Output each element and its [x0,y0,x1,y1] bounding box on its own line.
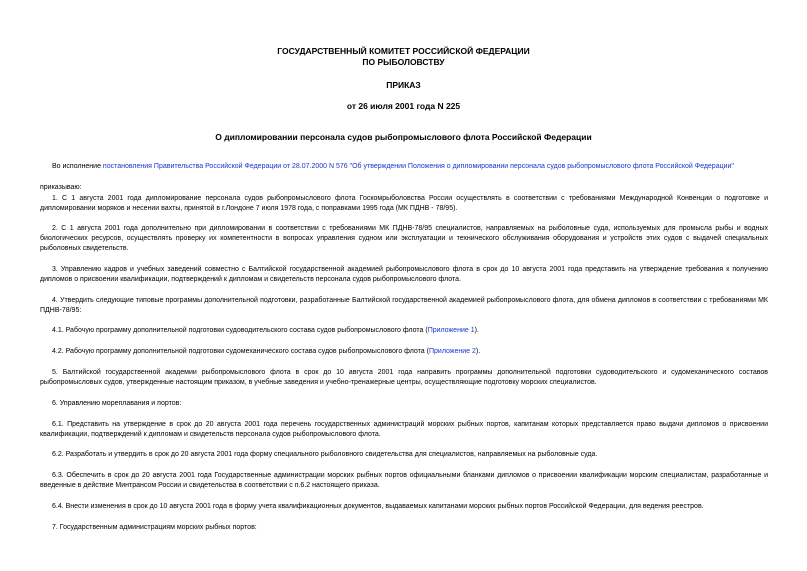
paragraph-6-3: 6.3. Обеспечить в срок до 20 августа 2001 года Государственные администрации морских рыбных портов официальными бланками дипломов о присвоении квалификации морским специалистам, разработанные и введенные в действие Минтрансом России и свидетельства в соответствии с п.6.2 настоящего приказа. [40,472,768,489]
org-name-line2: ПО РЫБОЛОВСТВУ [362,57,445,67]
doc-title: О дипломировании персонала судов рыбопромыслового флота Российской Федерации [215,132,592,142]
doc-type: ПРИКАЗ [386,80,421,90]
org-name-line1: ГОСУДАРСТВЕННЫЙ КОМИТЕТ РОССИЙСКОЙ ФЕДЕРАЦИИ [277,46,530,56]
appendix-1-link[interactable]: Приложение 1 [427,327,475,334]
paragraph-4-1-text: 4.1. Рабочую программу дополнительной подготовки судоводительского состава судов рыбопромыслового флота ( [52,327,428,334]
intro-paragraph [40,162,768,172]
paragraph-7: 7. Государственным администрациям морских рыбных портов: [52,524,257,531]
paragraph-5: 5. Балтийской государственной академии рыбопромыслового флота в срок до 10 августа 2001 года направить программы дополнительной подготовки судоводительского и судомеханического составов рыбопромысловых судов, утвержденные настоящим приказом, в учебные заведения и учебно-тренажерные центры, осуществляющие подготовку морских специалистов. [40,369,768,386]
intro-prefix: Во исполнение [52,163,103,170]
paragraph-4-2 [40,347,768,357]
paragraph-6-4: 6.4. Внести изменения в срок до 10 августа 2001 года в форму учета квалификационных документов, выдаваемых капитанами морских рыбных портов Российской Федерации, для ведения реестров. [52,503,704,510]
doc-date-number: от 26 июля 2001 года N 225 [346,101,461,111]
paragraph-6: 6. Управлению мореплавания и портов: [52,400,182,407]
appendix-2-link[interactable]: Приложение 2 [428,348,476,355]
government-decree-link[interactable]: постановления Правительства Российской Федерации от 28.07.2000 N 576 "Об утверждении Положения о дипломировании персонала судов рыбопромыслового флота Российской Федерации" [102,163,734,170]
paragraph-6-2: 6.2. Разработать и утвердить в срок до 20 августа 2001 года форму специального рыболовного свидетельства для специалистов, направляемых на рыболовные суда. [52,451,598,458]
paragraph-3: 3. Управлению кадров и учебных заведений совместно с Балтийской государственной академией рыбопромыслового флота в срок до 10 августа 2001 года представить на утверждение требования к получению дипломов о присвоении квалификации, подтверждений к дипломам и свидетельств персонала судов рыбопромыслового флота. [40,266,768,283]
paragraph-4: 4. Утвердить следующие типовые программы дополнительной подготовки, разработанные Балтийской государственной академией рыбопромыслового флота, для обмена дипломов в соответствии с требованиями МК ПДНВ-78/95: [40,297,768,314]
paragraph-6-1: 6.1. Представить на утверждение в срок до 20 августа 2001 года перечень государственных администраций морских рыбных портов, капитанам которых представляется право выдачи дипломов о присвоении квалификации, подтверждений к дипломам и свидетельств персонала судов рыбопромыслового флота. [40,421,768,438]
order-word: приказываю: [40,184,82,191]
paragraph-4-2-text: 4.2. Рабочую программу дополнительной подготовки судомеханического состава судов рыбопромыслового флота ( [52,348,429,355]
paragraph-1: 1. С 1 августа 2001 года дипломирование персонала судов рыбопромыслового флота Госкомрыболовства России осуществлять в соответствии с требованиями Международной Конвенции о подготовке и дипломировании моряков и несении вахты, принятой в г.Лондоне 7 июля 1978 года, с поправками 1995 года (МК ПДНВ - 78/95). [40,195,768,212]
paragraph-4-1 [40,326,768,336]
paragraph-2: 2. С 1 августа 2001 года дополнительно при дипломировании в соответствии с требованиями МК ПДНВ-78/95 специалистов, направляемых на рыболовные суда, используемых для промысла рыбы и водных биологических ресурсов, осуществлять проверку их компетентности в вопросах управления судном или эксплуатации и технического обслуживания оборудования и устройств этих судов с выдачей специальных рыболовных свидетельств. [40,225,768,252]
paragraph-4-1-end: ). [474,327,479,334]
paragraph-4-2-end: ). [475,348,481,355]
